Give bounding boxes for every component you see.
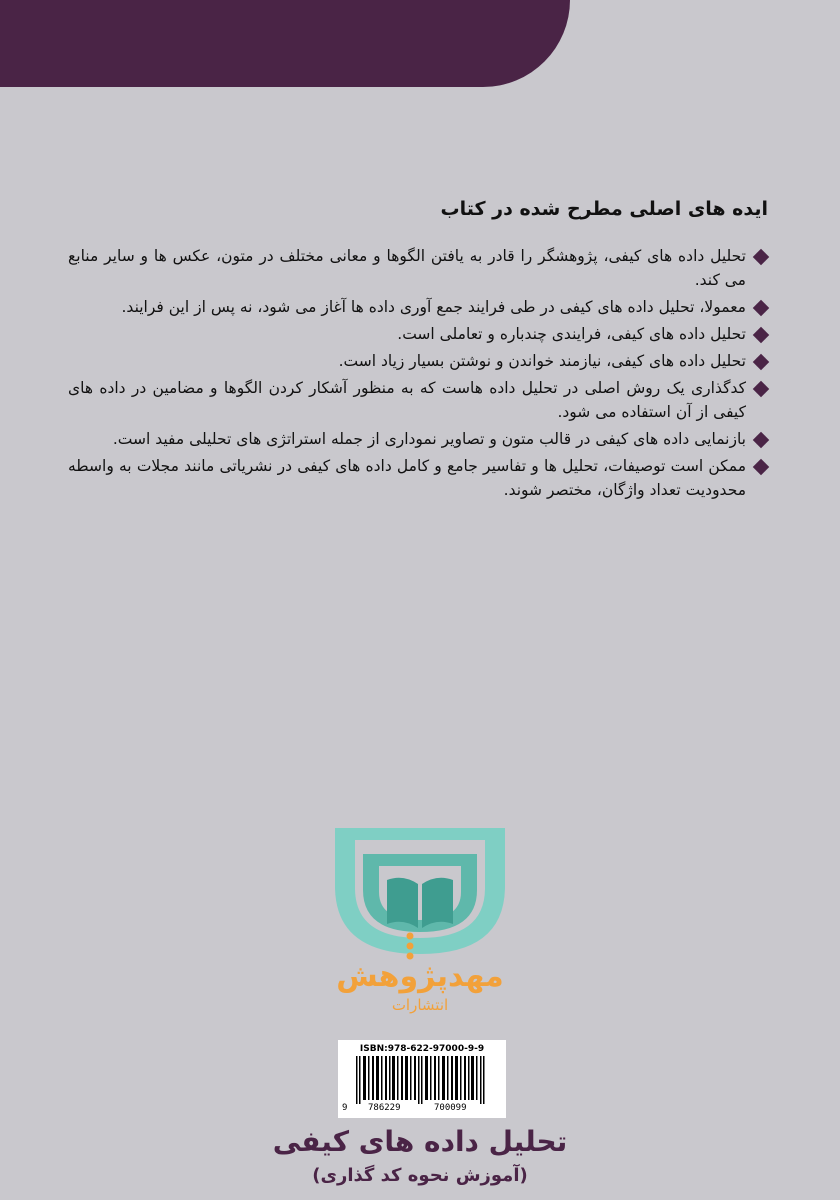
list-item xyxy=(68,244,768,292)
diamond-bullet-icon xyxy=(754,250,768,264)
publisher-name: مهدپژوهش xyxy=(336,959,504,994)
list-item xyxy=(68,322,768,346)
list-item xyxy=(68,376,768,424)
diamond-bullet-icon xyxy=(754,460,768,474)
list-item xyxy=(68,454,768,502)
section-heading: ایده های اصلی مطرح شده در کتاب xyxy=(440,198,768,220)
list-item xyxy=(68,349,768,373)
barcode-digit-first: 9 xyxy=(342,1103,348,1113)
list-item-text: تحلیل داده های کیفی، فرایندی چندباره و تعاملی است. xyxy=(397,325,746,343)
diamond-bullet-icon xyxy=(754,301,768,315)
ideas-list xyxy=(68,244,768,502)
diamond-bullet-icon xyxy=(754,328,768,342)
list-item-text: تحلیل داده های کیفی، پژوهشگر را قادر به یافتن الگوها و معانی مختلف در متون، عکس ها و سایر منابع می کند. xyxy=(68,247,746,289)
list-item xyxy=(68,295,768,319)
list-item-text: تحلیل داده های کیفی، نیازمند خواندن و نوشتن بسیار زیاد است. xyxy=(338,352,746,370)
diamond-bullet-icon xyxy=(754,355,768,369)
publisher-sub: انتشارات xyxy=(391,996,449,1014)
barcode-digits xyxy=(340,1103,504,1115)
barcode-digits-right: 700099 xyxy=(434,1103,467,1113)
top-banner xyxy=(0,0,570,87)
diamond-bullet-icon xyxy=(754,433,768,447)
barcode-bars-icon xyxy=(346,1056,498,1104)
list-item xyxy=(68,427,768,451)
book-logo-icon xyxy=(325,828,515,963)
barcode-digits-left: 786229 xyxy=(368,1103,401,1113)
list-item-text: بازنمایی داده های کیفی در قالب متون و تصاویر نموداری از جمله استراتژی های تحلیلی مفید است. xyxy=(112,430,746,448)
book-title: تحلیل داده های کیفی xyxy=(272,1125,568,1158)
publisher-logo xyxy=(325,828,515,1018)
isbn-text: ISBN:978-622-97000-9-9 xyxy=(359,1044,485,1054)
diamond-bullet-icon xyxy=(754,382,768,396)
barcode xyxy=(338,1040,506,1118)
list-item-text: ممکن است توصیفات، تحلیل ها و تفاسیر جامع و کامل داده های کیفی در نشریاتی مانند مجلات به واسطه محدودیت تعداد واژگان، مختصر شوند. xyxy=(68,457,746,499)
list-item-text: کدگذاری یک روش اصلی در تحلیل داده هاست که به منظور آشکار کردن الگوها و مضامین در داده های کیفی از آن استفاده می شود. xyxy=(68,379,746,421)
list-item-text: معمولا، تحلیل داده های کیفی در طی فرایند جمع آوری داده ها آغاز می شود، نه پس از این فرایند. xyxy=(121,298,746,316)
book-subtitle: (آموزش نحوه کد گذاری) xyxy=(312,1165,528,1186)
main-content xyxy=(68,198,768,505)
